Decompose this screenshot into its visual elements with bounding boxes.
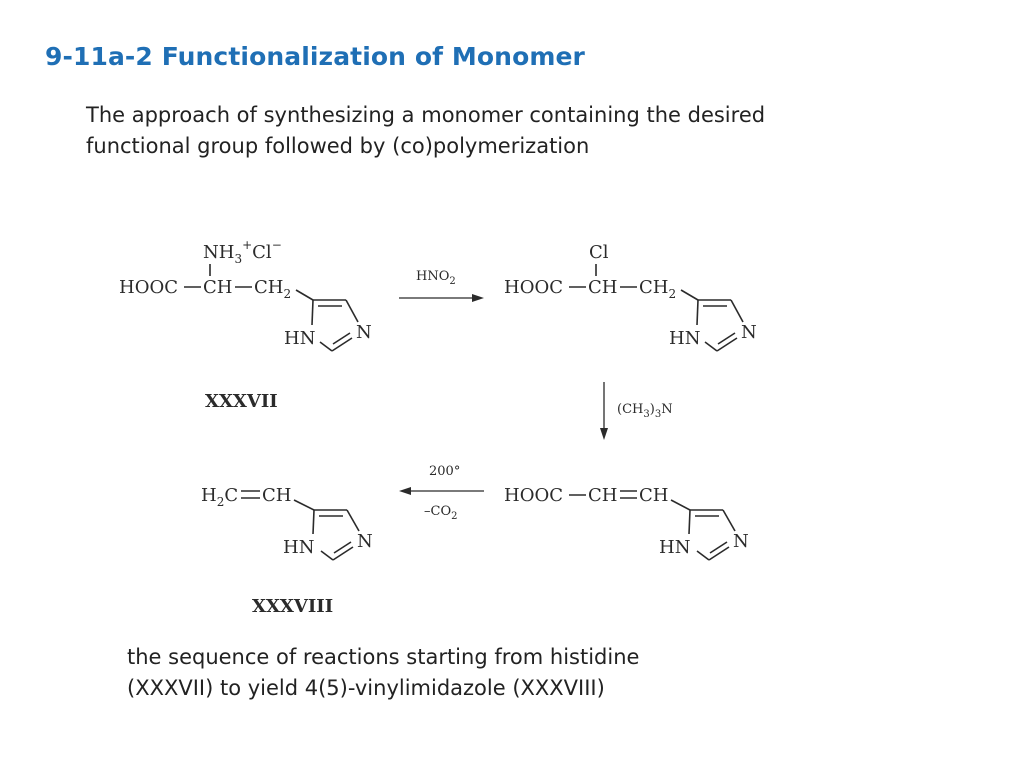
compound-label: XXXVII	[205, 391, 278, 412]
alpha-carbon: CH	[203, 277, 233, 298]
bond-line	[334, 542, 351, 553]
bond-line	[718, 333, 735, 344]
temperature-label: 200°	[429, 464, 461, 479]
vinylimidazole-structure	[201, 485, 373, 560]
methylene-group: $CH_2$	[639, 277, 677, 301]
vinyl-methylene: $H_2C$	[201, 485, 239, 509]
bond-line	[321, 551, 333, 560]
reagent-label: $(CH_3)_3N$	[617, 402, 673, 420]
reagent-label: $HNO_2$	[416, 269, 456, 287]
chlorine-atom: Cl	[589, 242, 609, 263]
ring-n: N	[733, 531, 749, 552]
caption-line: (XXXVII) to yield 4(5)-vinylimidazole (XXXVIII)	[127, 676, 605, 700]
bond-line	[689, 510, 690, 534]
carboxyl-group: HOOC	[504, 277, 563, 298]
arrow-head	[472, 294, 484, 302]
bond-line	[705, 342, 717, 351]
bond-line	[320, 342, 332, 351]
bond-line	[697, 300, 698, 325]
bond-line	[723, 510, 735, 531]
bond-line	[731, 300, 743, 322]
bond-line	[294, 500, 314, 510]
bond-line	[710, 542, 727, 553]
methylene-group: $CH_2$	[254, 277, 292, 301]
intro-line: functional group followed by (co)polymerization	[86, 134, 590, 158]
alpha-carbon: CH	[588, 277, 618, 298]
histidine-structure	[119, 238, 372, 351]
vinyl-carbon: CH	[639, 485, 669, 506]
compound-label: XXXVIII	[252, 596, 334, 617]
ammonium-group: $NH_3^+Cl^-$	[203, 238, 282, 266]
bond-line	[346, 300, 358, 322]
ring-nh: HN	[283, 537, 315, 558]
intro-line: The approach of synthesizing a monomer containing the desired	[86, 103, 766, 127]
acrylic-acid-structure	[504, 485, 749, 560]
bond-line	[332, 338, 352, 351]
carboxyl-group: HOOC	[119, 277, 178, 298]
chloro-acid-structure	[504, 242, 757, 351]
ring-nh: HN	[659, 537, 691, 558]
bond-line	[312, 300, 313, 325]
bond-line	[671, 500, 690, 510]
arrow-head	[399, 487, 411, 495]
caption-line: the sequence of reactions starting from histidine	[127, 645, 640, 669]
ring-nh: HN	[669, 328, 701, 349]
bond-line	[313, 510, 314, 534]
bond-line	[717, 338, 737, 351]
carboxyl-group: HOOC	[504, 485, 563, 506]
bond-line	[681, 290, 698, 300]
bond-line	[296, 290, 313, 300]
bond-line	[709, 547, 729, 560]
ring-n: N	[741, 322, 757, 343]
byproduct-label: $-CO_2$	[424, 504, 458, 522]
bond-line	[333, 333, 350, 344]
arrow-head	[600, 428, 608, 440]
ring-n: N	[357, 531, 373, 552]
vinyl-carbon: CH	[262, 485, 292, 506]
slide-title: 9-11a-2 Functionalization of Monomer	[45, 42, 585, 71]
scheme-caption	[127, 642, 767, 704]
vinyl-carbon: CH	[588, 485, 618, 506]
bond-line	[697, 551, 709, 560]
bond-line	[333, 547, 353, 560]
ring-n: N	[356, 322, 372, 343]
ring-nh: HN	[284, 328, 316, 349]
bond-line	[347, 510, 359, 531]
